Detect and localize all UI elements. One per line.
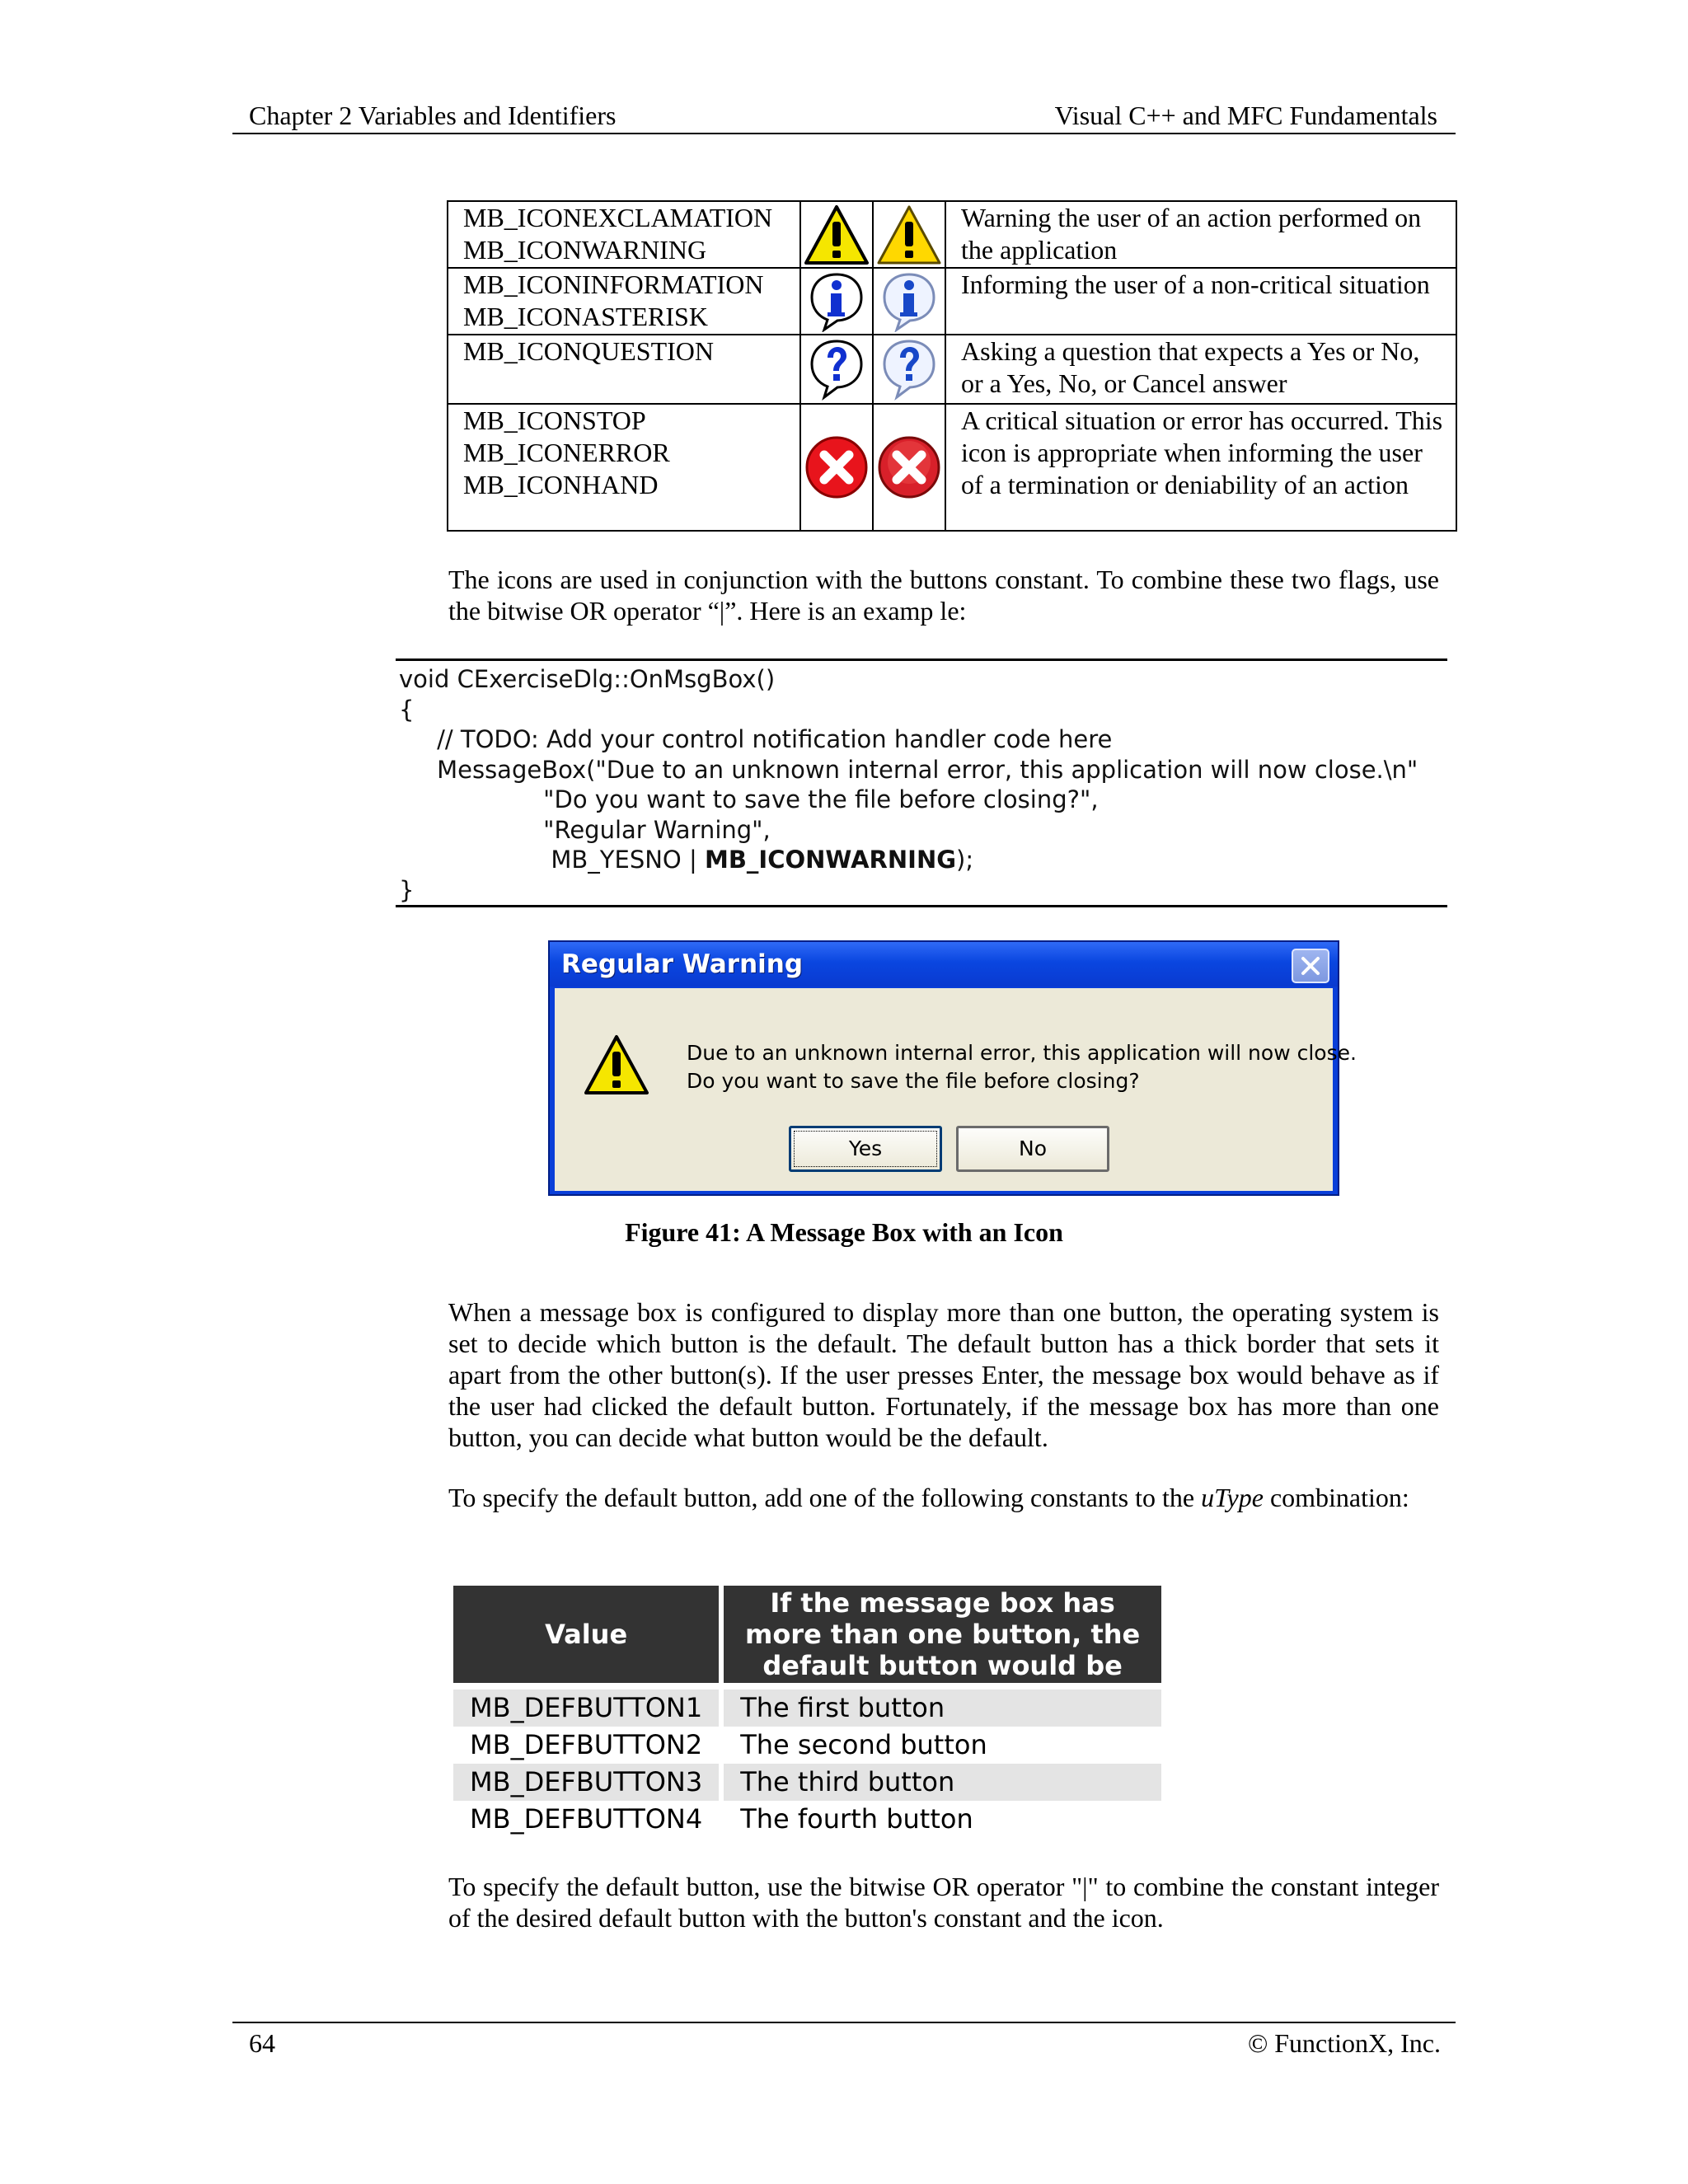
close-button[interactable] [1292, 949, 1329, 983]
paragraph-text: combination: [1263, 1483, 1409, 1512]
default-button-table [448, 1586, 1166, 1838]
dialog-body [555, 988, 1357, 1191]
table-cell: The fourth button [740, 1803, 973, 1835]
table-row [448, 268, 1456, 335]
code-text: MB_YESNO | [399, 846, 705, 874]
constant-name: MB_ICONERROR [463, 438, 670, 467]
constant-name: MB_ICONINFORMATION [463, 269, 764, 299]
column-header: Value [453, 1586, 719, 1683]
constant-cell [448, 335, 800, 404]
code-rule-bottom [396, 905, 1447, 907]
constant-cell [448, 404, 800, 531]
table-row [453, 1764, 1161, 1801]
constant-name: MB_ICONEXCLAMATION [463, 203, 773, 232]
constant-name: MB_ICONSTOP [463, 405, 646, 435]
icon-constants-table [447, 200, 1457, 532]
information-icon [800, 268, 873, 335]
paragraph-icons-combine: The icons are used in conjunction with the buttons constant. To combine these two flags, use the bitwise OR operator “|”. Here is an examp le: [448, 565, 1439, 626]
close-icon [1293, 950, 1328, 982]
column-header: If the message box has more than one button, the default button would be [724, 1586, 1161, 1683]
code-rule-top [396, 658, 1447, 661]
table-row [448, 201, 1456, 268]
table-cell: MB_DEFBUTTON3 [453, 1764, 719, 1801]
dialog-message-line: Due to an unknown internal error, this application will now close. [687, 1041, 1357, 1065]
paragraph-specify-default [448, 1482, 1439, 1513]
table-cell: MB_DEFBUTTON2 [470, 1729, 703, 1760]
code-line: "Regular Warning", [399, 815, 771, 844]
no-button[interactable]: No [956, 1126, 1109, 1172]
code-line: // TODO: Add your control notification handler code here [399, 725, 1113, 753]
description-cell: A critical situation or error has occurred. This icon is appropriate when informing the user of a termination or deniability of an action [945, 404, 1456, 531]
utype-term: uType [1201, 1483, 1264, 1512]
description-cell: Warning the user of an action performed on the application [945, 201, 1456, 268]
code-line: void CExerciseDlg::OnMsgBox() [399, 665, 776, 693]
description-cell: Informing the user of a non-critical situation [945, 268, 1456, 335]
dialog-title-bar[interactable] [550, 942, 1338, 987]
table-cell: The first button [724, 1683, 1161, 1727]
code-line: { [399, 695, 415, 724]
message-box-dialog [548, 940, 1357, 1196]
table-row [453, 1727, 1161, 1764]
constant-cell [448, 268, 800, 335]
warning-icon [583, 1033, 650, 1096]
copyright: © FunctionX, Inc. [1247, 2028, 1441, 2058]
table-row [453, 1683, 1161, 1727]
table-row [448, 335, 1456, 404]
table-cell: The third button [724, 1764, 1161, 1801]
figure-caption: Figure 41: A Message Box with an Icon [625, 1217, 1063, 1247]
code-keyword: MB_ICONWARNING [704, 846, 957, 874]
code-line: MessageBox("Due to an unknown internal error, this application will now close.\n" [399, 755, 1418, 784]
warning-icon [800, 201, 873, 268]
question-icon [873, 335, 945, 404]
description-cell: Asking a question that expects a Yes or No, or a Yes, No, or Cancel answer [945, 335, 1456, 404]
code-line: } [399, 875, 415, 904]
question-icon [800, 335, 873, 404]
yes-button[interactable]: Yes [789, 1126, 942, 1172]
error-icon [800, 404, 873, 531]
paragraph-text: To specify the default button, add one of the following constants to the [448, 1483, 1202, 1512]
running-header-book: Visual C++ and MFC Fundamentals [1054, 101, 1437, 130]
code-line: "Do you want to save the file before closing?", [399, 785, 1099, 813]
constant-name: MB_ICONHAND [463, 470, 659, 499]
constant-cell [448, 201, 800, 268]
table-row [453, 1801, 1161, 1838]
dialog-message [687, 1039, 1357, 1095]
footer-rule [232, 2022, 1456, 2023]
table-row [448, 404, 1456, 531]
constant-name: MB_ICONWARNING [463, 235, 707, 265]
constant-name: MB_ICONASTERISK [463, 302, 708, 331]
paragraph-bitwise-note: To specify the default button, use the bitwise OR operator "|" to combine the constant integer of the desired default button with the button's constant and the icon. [448, 1872, 1439, 1933]
code-text: ); [956, 846, 974, 874]
dialog-message-line: Do you want to save the file before closing? [687, 1069, 1140, 1093]
code-block [399, 664, 1446, 905]
header-rule [232, 133, 1456, 134]
warning-icon [873, 201, 945, 268]
paragraph-default-button: When a message box is configured to display more than one button, the operating system is set to decide which button is the default. The default button has a thick border that sets it apart from the other button(s). If the user presses Enter, the message box would behave as if the user had clicked the default button. Fortunately, if the message box has more than one button, you can decide what button would be the default. [448, 1297, 1439, 1452]
error-icon [873, 404, 945, 531]
table-cell: MB_DEFBUTTON4 [470, 1803, 703, 1835]
information-icon [873, 268, 945, 335]
table-header-row [453, 1586, 1161, 1683]
table-cell: The second button [740, 1729, 987, 1760]
dialog-title: Regular Warning [561, 949, 804, 979]
code-line [399, 845, 1446, 875]
running-header-chapter: Chapter 2 Variables and Identifiers [249, 101, 617, 130]
table-cell: MB_DEFBUTTON1 [453, 1683, 719, 1727]
page-number: 64 [249, 2028, 275, 2058]
constant-name: MB_ICONQUESTION [463, 336, 714, 366]
